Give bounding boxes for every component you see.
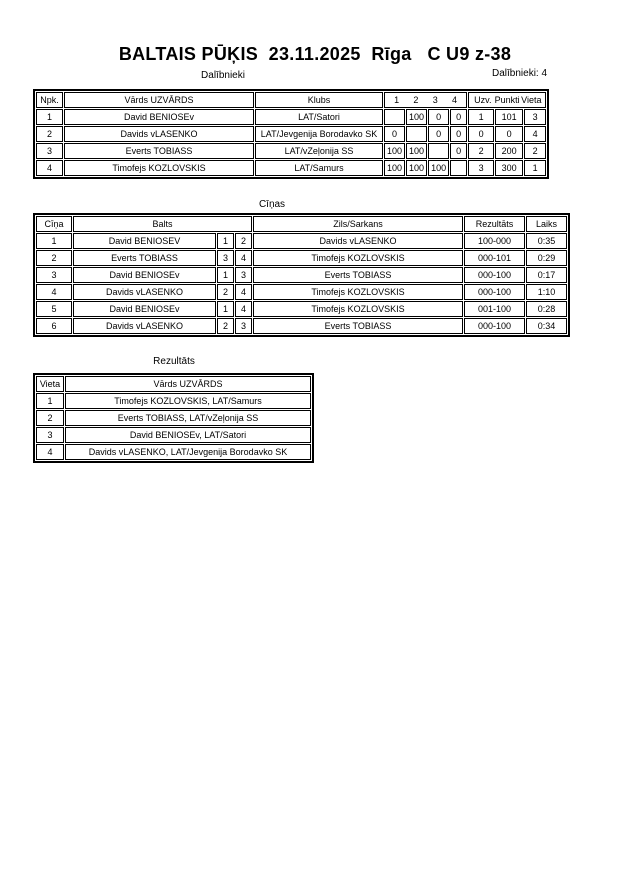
round-score [384,109,405,125]
result-name: Davids vLASENKO, LAT/Jevgenija Borodavko SK [65,444,311,460]
fight-row [36,301,567,317]
fight-time: 0:28 [526,301,567,317]
fight-white-seed: 3 [217,250,234,266]
fight-white-name: Everts TOBIASS [73,250,216,266]
fights-section-title: Cīņas [258,199,286,210]
fight-blue-name: Timofejs KOZLOVSKIS [253,284,463,300]
result-row [36,427,311,443]
fight-number: 4 [36,284,72,300]
participant-npk: 4 [36,160,63,176]
participant-place: 4 [524,126,546,142]
participant-name: Davids vLASENKO [64,126,254,142]
participant-place: 1 [524,160,546,176]
participant-place: 2 [524,143,546,159]
participants-header-row [36,92,546,108]
fight-white-seed: 2 [217,284,234,300]
col-header-wins: Uzv. [474,95,492,105]
participant-wins: 3 [468,160,494,176]
fight-blue-name: Everts TOBIASS [253,267,463,283]
result-row [36,444,311,460]
round-col-header: 4 [451,95,457,105]
fight-blue-name: Davids vLASENKO [253,233,463,249]
fight-white-seed: 1 [217,233,234,249]
fight-row [36,284,567,300]
fight-time: 0:17 [526,267,567,283]
result-name: David BENIOSEv, LAT/Satori [65,427,311,443]
fight-blue-seed: 3 [235,267,252,283]
page-title: BALTAIS PŪĶIS 23.11.2025 Rīga C U9 z-38 [118,44,512,64]
fight-row [36,267,567,283]
participant-club: LAT/Samurs [255,160,383,176]
round-score: 0 [450,109,467,125]
participant-points: 200 [495,143,523,159]
participant-row [36,109,546,125]
col-header-name: Vārds UZVĀRDS [64,92,254,108]
col-header-name: Vārds UZVĀRDS [65,376,311,392]
participant-club: LAT/Satori [255,109,383,125]
col-header-place: Vieta [36,376,64,392]
fight-result: 000-100 [464,284,525,300]
fight-blue-seed: 4 [235,284,252,300]
participants-section-title: Dalībnieki [201,70,245,81]
fights-table [33,213,570,337]
col-header-points: Punkti [494,95,520,105]
round-score: 100 [406,109,427,125]
round-score [406,126,427,142]
round-score: 100 [384,143,405,159]
round-score [428,143,449,159]
fights-header-row [36,216,567,232]
result-place: 3 [36,427,64,443]
fight-white-name: David BENIOSEv [73,301,216,317]
participant-points: 0 [495,126,523,142]
participant-wins: 0 [468,126,494,142]
round-score: 100 [406,143,427,159]
fight-row [36,250,567,266]
fight-blue-name: Timofejs KOZLOVSKIS [253,301,463,317]
participant-wins: 2 [468,143,494,159]
participant-name: Everts TOBIASS [64,143,254,159]
round-score: 100 [406,160,427,176]
fight-white-seed: 1 [217,267,234,283]
col-header-club: Klubs [255,92,383,108]
result-place: 4 [36,444,64,460]
participants-table [33,89,549,179]
participant-npk: 3 [36,143,63,159]
participant-club: LAT/vZeļonija SS [255,143,383,159]
round-col-header: 3 [432,95,438,105]
round-score: 0 [384,126,405,142]
result-name: Timofejs KOZLOVSKIS, LAT/Samurs [65,393,311,409]
fight-number: 1 [36,233,72,249]
fight-number: 5 [36,301,72,317]
participant-row [36,160,546,176]
result-row [36,393,311,409]
col-header-fight: Cīņa [36,216,72,232]
fight-result: 001-100 [464,301,525,317]
participant-club: LAT/Jevgenija Borodavko SK [255,126,383,142]
result-place: 1 [36,393,64,409]
participant-name: Timofejs KOZLOVSKIS [64,160,254,176]
fight-white-name: Davids vLASENKO [73,318,216,334]
round-score: 0 [428,126,449,142]
fight-blue-seed: 4 [235,250,252,266]
participant-name: David BENIOSEv [64,109,254,125]
fight-result: 000-100 [464,267,525,283]
round-score: 0 [428,109,449,125]
fight-white-name: David BENIOSEv [73,267,216,283]
round-score: 100 [384,160,405,176]
col-header-white: Balts [73,216,252,232]
participant-points: 300 [495,160,523,176]
col-header-rounds [384,92,467,108]
participant-wins: 1 [468,109,494,125]
round-score: 0 [450,126,467,142]
fight-time: 0:35 [526,233,567,249]
round-score [450,160,467,176]
round-col-header: 1 [394,95,400,105]
col-header-place: Vieta [521,95,542,105]
fight-row [36,233,567,249]
participant-row [36,126,546,142]
fight-number: 3 [36,267,72,283]
results-header-row [36,376,311,392]
results-section-title: Rezultāts [153,356,195,367]
fight-white-seed: 2 [217,318,234,334]
participant-row [36,143,546,159]
fight-result: 000-101 [464,250,525,266]
result-place: 2 [36,410,64,426]
col-header-result: Rezultāts [464,216,525,232]
fight-white-name: Davids vLASENKO [73,284,216,300]
fight-white-seed: 1 [217,301,234,317]
fight-row [36,318,567,334]
fight-time: 1:10 [526,284,567,300]
participant-place: 3 [524,109,546,125]
result-name: Everts TOBIASS, LAT/vZeļonija SS [65,410,311,426]
fight-time: 0:34 [526,318,567,334]
fight-white-name: David BENIOSEV [73,233,216,249]
col-header-time: Laiks [526,216,567,232]
fight-blue-seed: 2 [235,233,252,249]
col-header-npk: Npk. [36,92,63,108]
fight-blue-name: Timofejs KOZLOVSKIS [253,250,463,266]
fight-blue-seed: 4 [235,301,252,317]
round-col-header: 2 [413,95,419,105]
fight-time: 0:29 [526,250,567,266]
fight-result: 100-000 [464,233,525,249]
fight-blue-name: Everts TOBIASS [253,318,463,334]
result-row [36,410,311,426]
round-score: 100 [428,160,449,176]
fight-result: 000-100 [464,318,525,334]
participant-points: 101 [495,109,523,125]
fight-number: 6 [36,318,72,334]
participants-count-label: Dalībnieki: 4 [492,68,548,79]
results-table [33,373,314,463]
participant-npk: 1 [36,109,63,125]
fight-blue-seed: 3 [235,318,252,334]
round-score: 0 [450,143,467,159]
participant-npk: 2 [36,126,63,142]
fight-number: 2 [36,250,72,266]
col-header-blue: Zils/Sarkans [253,216,463,232]
col-header-totals [468,92,546,108]
